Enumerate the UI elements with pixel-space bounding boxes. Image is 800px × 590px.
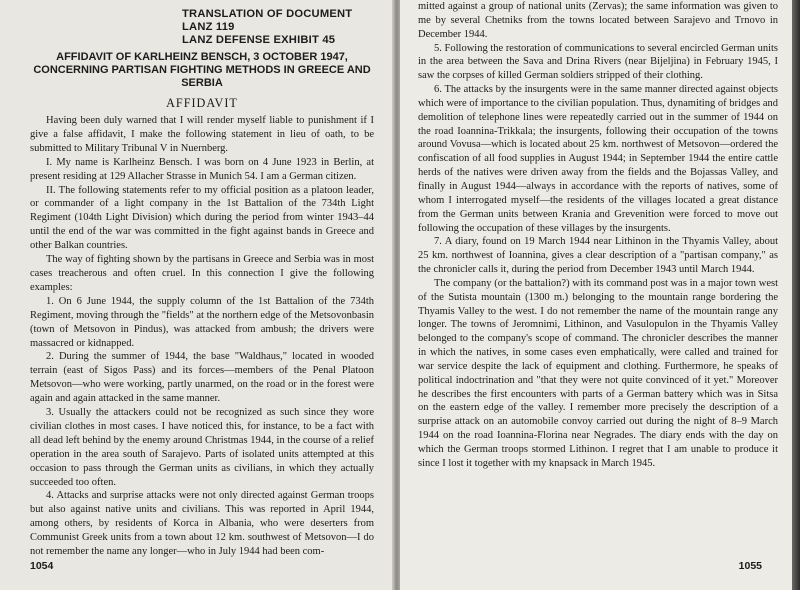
paragraph-example-5: 5. Following the restoration of communications to several encircled German units in the area between the Sava and Drina Rivers (near Bijeljina) in February 1945, I saw the corpses of killed German soldiers stripped of their clothing.: [418, 42, 778, 82]
exhibit-heading: LANZ DEFENSE EXHIBIT 45: [182, 34, 336, 46]
paragraph-fighting-way: The way of fighting shown by the partisans in Greece and Serbia was in most cases treacherous and often cruel. In this connection I give the following examples:: [30, 254, 374, 293]
paragraph-example-4: 4. Attacks and surprise attacks were not only directed against German troops but also against native units and civilians. This was reported in April 1944, among others, by residents of Korca in Albania, who were deserters from Communist Greek units from a town about 12 km. southwest of Metsovon—I do not remember the name any longer—who in July 1944 had been com-: [30, 490, 374, 558]
paragraph-example-6: 6. The attacks by the insurgents were in the same manner directed against objects which were of importance to the civilian population. Thus, dynamiting of bridges and demolition of telephone lines were repeatedly carried out in the summer of 1944 on the road Ioannina-Trikkala; the insurgents, following their occupation of the towns around Vovusa—which is located about 25 km. northwest of Metsovon—ordered the confiscation of all food supplies in August 1944; in September 1944 the entire cattle herds of the natives were driven away from the fields and the Bojassas Valley, and finally in August 1944—always in accordance with the reports of natives, some of whom I interrogated myself—the residents of the villages located a great distance from the German units between Krania and Grevenition were forced to move out following the occupation of these villages by the insurgents.: [418, 84, 778, 234]
paragraph-example-2: 2. During the summer of 1944, the base "Waldhaus," located in wooded terrain (east of Sigos Pass) and its forces—members of the Penal Platoon Metsovon—who were working, partly unarmed, on the road or in the forest were again and again attacked in the same manner.: [30, 351, 374, 405]
paragraph-company-description: The company (or the battalion?) with its command post was in a major town west of the Sutista mountain (1300 m.) belonging to the mountain range bordering the Thyamis Valley to the west. I do not remember the name of the mountain range any longer. The towns of Jeromnimi, Lithinon, and Vasulopulon in the Thyamis Valley belonged to the company's scope of command. The chronicler describes the manner in which the natives, in some cases even emphatically, were called and trained for war service despite the lack of equipment and clothing. Furthermore, he speaks of political indoctrination and "that they were not quite convinced of it yet." Moreover he describes the first encounters with parts of a German battery which was in Sitsa on the eastern edge of the valley. I remember more precisely the description of a surprise attack on an automobile convoy carried out during the night of 8–9 March 1944 on the road Ioannina-Florina near Negrades. The diary ends with the day on which the German troops stormed Lithinon. I regret that I am unable to produce it since I lost it together with my knapsack in March 1945.: [418, 277, 778, 469]
left-page: [0, 0, 396, 590]
affidavit-heading: AFFIDAVIT: [166, 96, 238, 110]
paragraph-continuation: mitted against a group of national units (Zervas); the same information was given to me by several Chetniks from the towns located between Sarajevo and Trnovo in December 1944.: [418, 1, 778, 40]
paragraph-identity: I. My name is Karlheinz Bensch. I was born on 4 June 1923 in Berlin, at present residing at 129 Allacher Strasse in Munich 54. I am a German citizen.: [30, 156, 374, 182]
book-edge-shadow: [792, 0, 800, 590]
paragraph-example-7: 7. A diary, found on 19 March 1944 near Lithinon in the Thyamis Valley, about 25 km. northwest of Ioannina, gives a clear description of a "partisan company," as the chronicler calls it, during the period from December 1943 until March 1944.: [418, 236, 778, 276]
right-page: [400, 0, 792, 590]
page-number-left: 1054: [30, 560, 54, 572]
page-number-right: 1055: [738, 560, 762, 572]
paragraph-position: II. The following statements refer to my official position as a platoon leader, or commander of a light company in the 1st Battalion of the 734th Light Regiment (104th Light Division) which during the period from winter 1943–44 until the end of the war was committed in the fight against bands in Greece and other Balkan countries.: [30, 184, 374, 252]
affidavit-title: AFFIDAVIT OF KARLHEINZ BENSCH, 3 OCTOBER 1947, CONCERNING PARTISAN FIGHTING METHODS IN GREECE AND SERBIA: [33, 51, 371, 89]
paragraph-example-1: 1. On 6 June 1944, the supply column of the 1st Battalion of the 734th Regiment, moving through the "fields" at the northern edge of the Metsovonbasin (town of Metsovon in Pindus), was attacked from ambush; the drivers were massacred or kidnapped.: [30, 295, 374, 349]
paragraph-example-3: 3. Usually the attackers could not be recognized as such since they wore civilian clothes in most cases. I have noticed this, for instance, to be a fact with all dead left behind by the enemy around Christmas 1944, in the course of a relief operation in the area south of Sarajevo. Parts of isolated units attempted at this occasion to pass through the German units as civilians, in which they actually succeeded too often.: [30, 407, 374, 488]
paragraph-warning: Having been duly warned that I will render myself liable to punishment if I give a false affidavit, I make the following statement in lieu of oath, to be submitted to Military Tribunal V in Nuernberg.: [30, 115, 374, 154]
document-translation-heading: TRANSLATION OF DOCUMENT LANZ 119: [182, 8, 353, 33]
